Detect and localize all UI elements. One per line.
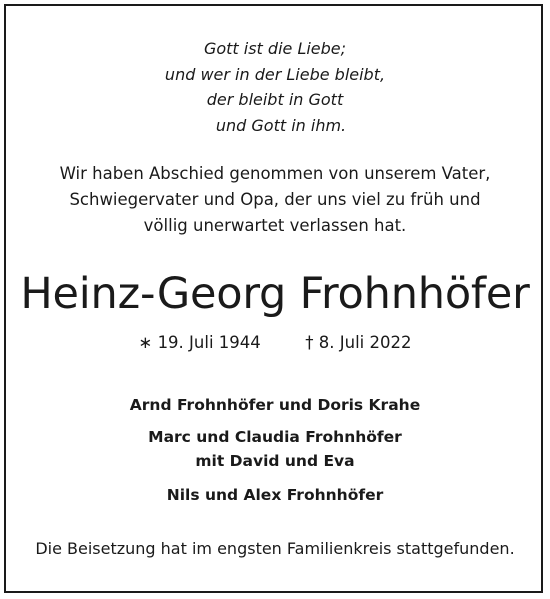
death-cross-icon: † (305, 333, 314, 352)
notice-line: völlig unerwartet verlassen hat. (143, 216, 407, 235)
funeral-note: Die Beisetzung hat im engsten Familienkreis stattgefunden. (35, 539, 515, 558)
birth-date: 19. Juli 1944 (157, 333, 261, 352)
life-dates (0, 331, 550, 355)
mourner-line: Nils und Alex Frohnhöfer (166, 486, 384, 504)
verse-line: und wer in der Liebe bleibt, (164, 64, 386, 84)
bible-verse (0, 36, 550, 138)
mourner-line: Arnd Frohnhöfer und Doris Krahe (129, 396, 421, 414)
notice-line: Wir haben Abschied genommen von unserem Vater, (59, 164, 491, 183)
deceased-name: Heinz-Georg Frohnhöfer (20, 269, 530, 319)
birth-star-icon: ∗ (138, 333, 153, 352)
notice-line: Schwiegervater und Opa, der uns viel zu früh und (69, 190, 481, 209)
verse-line: der bleibt in Gott (206, 90, 344, 109)
verse-line: und Gott in ihm. (215, 115, 347, 135)
death-date: 8. Juli 2022 (318, 333, 412, 352)
verse-line: Gott ist die Liebe; (203, 39, 347, 58)
farewell-notice (0, 161, 550, 239)
mourner-line: mit David und Eva (195, 452, 355, 470)
mourner-line: Marc und Claudia Frohnhöfer (148, 428, 402, 446)
